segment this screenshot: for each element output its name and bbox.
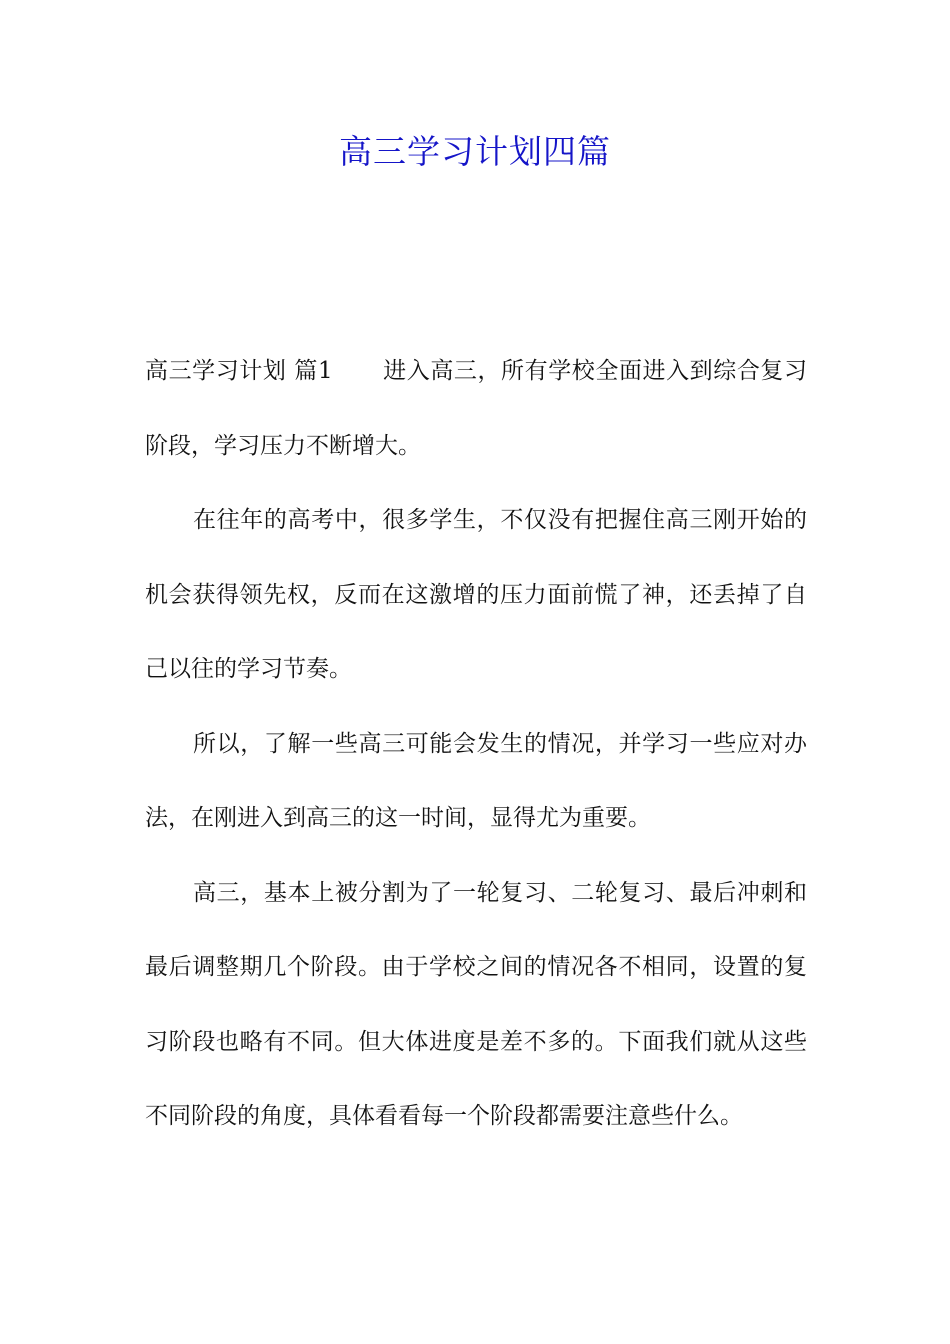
document-title: 高三学习计划四篇: [339, 132, 611, 171]
section-heading: 高三学习计划 篇1: [145, 358, 333, 384]
paragraph-4: 高三，基本上被分割为了一轮复习、二轮复习、最后冲刺和最后调整期几个阶段。由于学校之间的情况各不相同，设置的复习阶段也略有不同。但大体进度是差不多的。下面我们就从这些不同阶段的角度，具体看看每一个阶段都需要注意些什么。: [145, 879, 807, 1129]
paragraph-2: 在往年的高考中，很多学生，不仅没有把握住高三刚开始的机会获得领先权，反而在这激增的压力面前慌了神，还丢掉了自己以往的学习节奏。: [145, 507, 807, 682]
paragraph-1-text: 进入高三，所有学校全面进入到综合复习阶段，学习压力不断增大。: [145, 358, 807, 459]
document-body: [145, 334, 807, 1154]
paragraph-3: 所以，了解一些高三可能会发生的情况，并学习一些应对办法，在刚进入到高三的这一时间，显得尤为重要。: [145, 730, 807, 831]
paragraph-1: [145, 334, 807, 483]
